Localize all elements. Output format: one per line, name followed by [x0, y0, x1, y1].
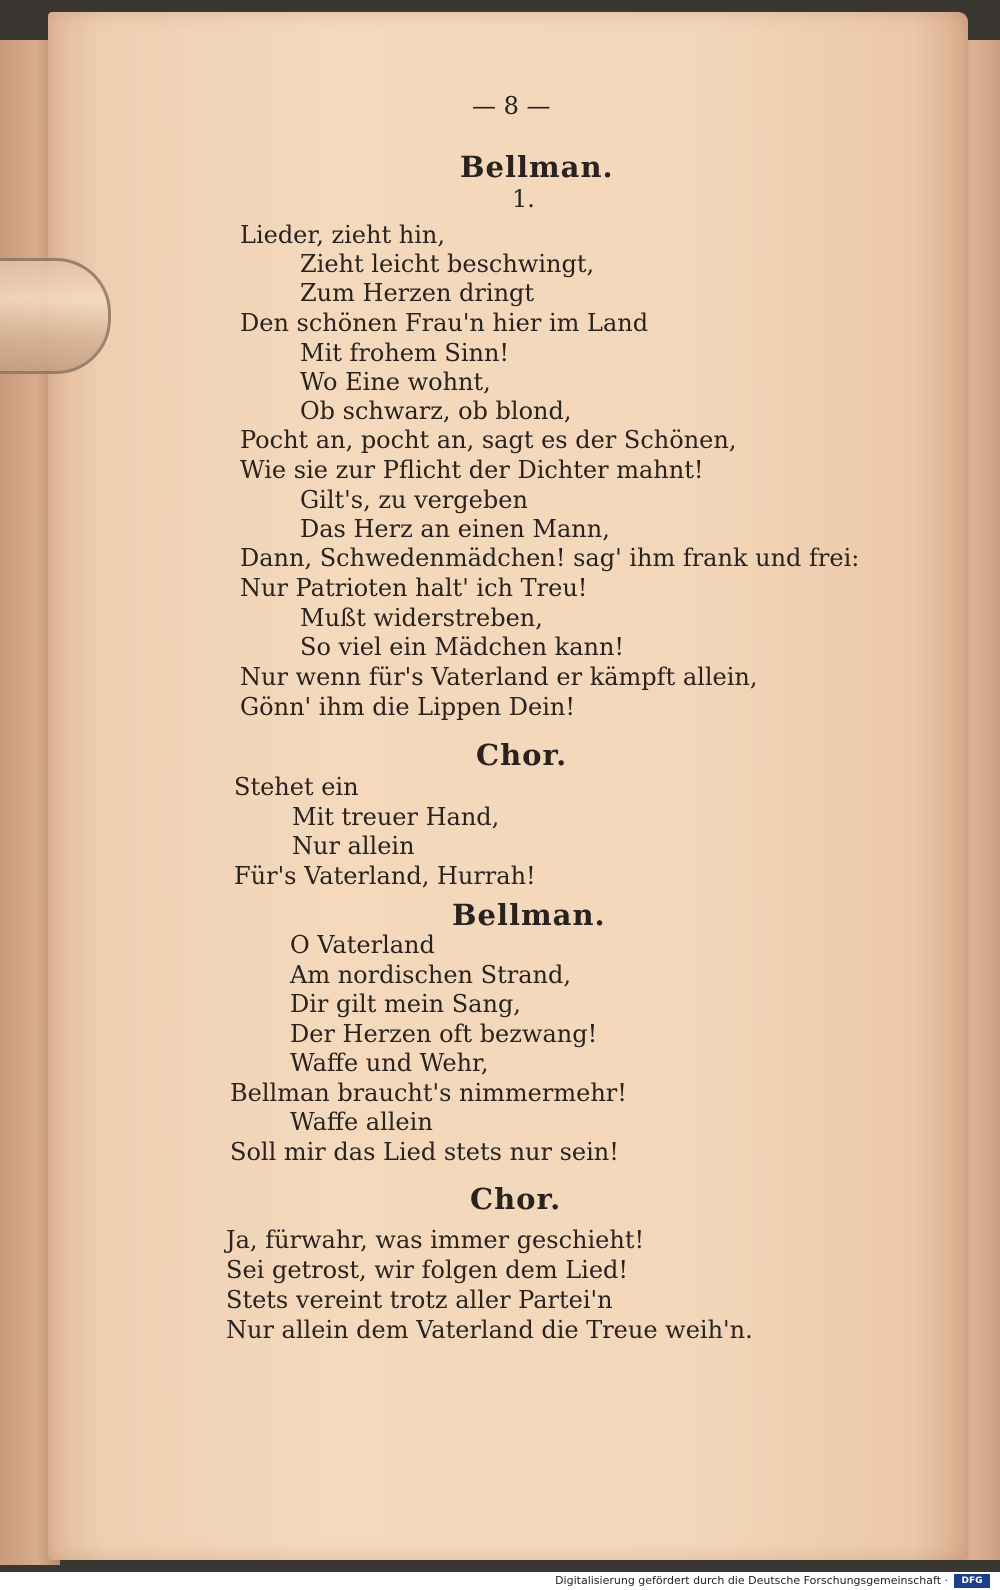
verse-line: Stehet ein — [234, 773, 359, 801]
verse-line: Am nordischen Strand, — [290, 961, 571, 989]
verse-line: Nur allein — [292, 832, 415, 860]
verse-line: Lieder, zieht hin, — [240, 221, 445, 249]
verse-line: Dir gilt mein Sang, — [290, 990, 521, 1018]
verse-line: Gönn' ihm die Lippen Dein! — [240, 693, 576, 721]
section-heading: Chor. — [476, 738, 568, 772]
verse-line: Ja, fürwahr, was immer geschieht! — [226, 1226, 645, 1254]
verse-line: Mußt widerstreben, — [300, 604, 543, 632]
page-number: — 8 — — [472, 92, 551, 120]
verse-line: Nur wenn für's Vaterland er kämpft allein, — [240, 663, 758, 691]
digitization-credit: Digitalisierung gefördert durch die Deutsche Forschungsgemeinschaft · — [555, 1574, 948, 1587]
verse-line: Wo Eine wohnt, — [300, 368, 491, 396]
verse-line: Waffe allein — [290, 1108, 433, 1136]
verse-line: So viel ein Mädchen kann! — [300, 633, 625, 661]
verse-line: Gilt's, zu vergeben — [300, 486, 528, 514]
section-heading: Chor. — [470, 1182, 562, 1216]
page-clip — [0, 258, 111, 374]
verse-line: Den schönen Frau'n hier im Land — [240, 309, 649, 337]
verse-line: Soll mir das Lied stets nur sein! — [230, 1138, 619, 1166]
verse-line: O Vaterland — [290, 931, 435, 959]
verse-line: Wie sie zur Pflicht der Dichter mahnt! — [240, 456, 704, 484]
verse-line: Zum Herzen dringt — [300, 279, 535, 307]
section-heading: Bellman. — [460, 150, 614, 184]
verse-line: Nur Patrioten halt' ich Treu! — [240, 574, 588, 602]
verse-line: Bellman braucht's nimmermehr! — [230, 1079, 627, 1107]
verse-line: Sei getrost, wir folgen dem Lied! — [226, 1256, 629, 1284]
section-heading: Bellman. — [452, 898, 606, 932]
verse-line: Nur allein dem Vaterland die Treue weih'n. — [226, 1316, 753, 1344]
dfg-logo: DFG — [954, 1574, 990, 1588]
verse-line: Das Herz an einen Mann, — [300, 515, 610, 543]
verse-line: Für's Vaterland, Hurrah! — [234, 862, 536, 890]
verse-line: Pocht an, pocht an, sagt es der Schönen, — [240, 426, 737, 454]
verse-number: 1. — [512, 185, 535, 213]
verse-line: Dann, Schwedenmädchen! sag' ihm frank und frei: — [240, 544, 860, 572]
verse-line: Waffe und Wehr, — [290, 1049, 489, 1077]
verse-line: Mit treuer Hand, — [292, 803, 500, 831]
verse-line: Mit frohem Sinn! — [300, 339, 510, 367]
verse-line: Ob schwarz, ob blond, — [300, 397, 572, 425]
verse-line: Der Herzen oft bezwang! — [290, 1020, 598, 1048]
verse-line: Stets vereint trotz aller Partei'n — [226, 1286, 613, 1314]
verse-line: Zieht leicht beschwingt, — [300, 250, 595, 278]
